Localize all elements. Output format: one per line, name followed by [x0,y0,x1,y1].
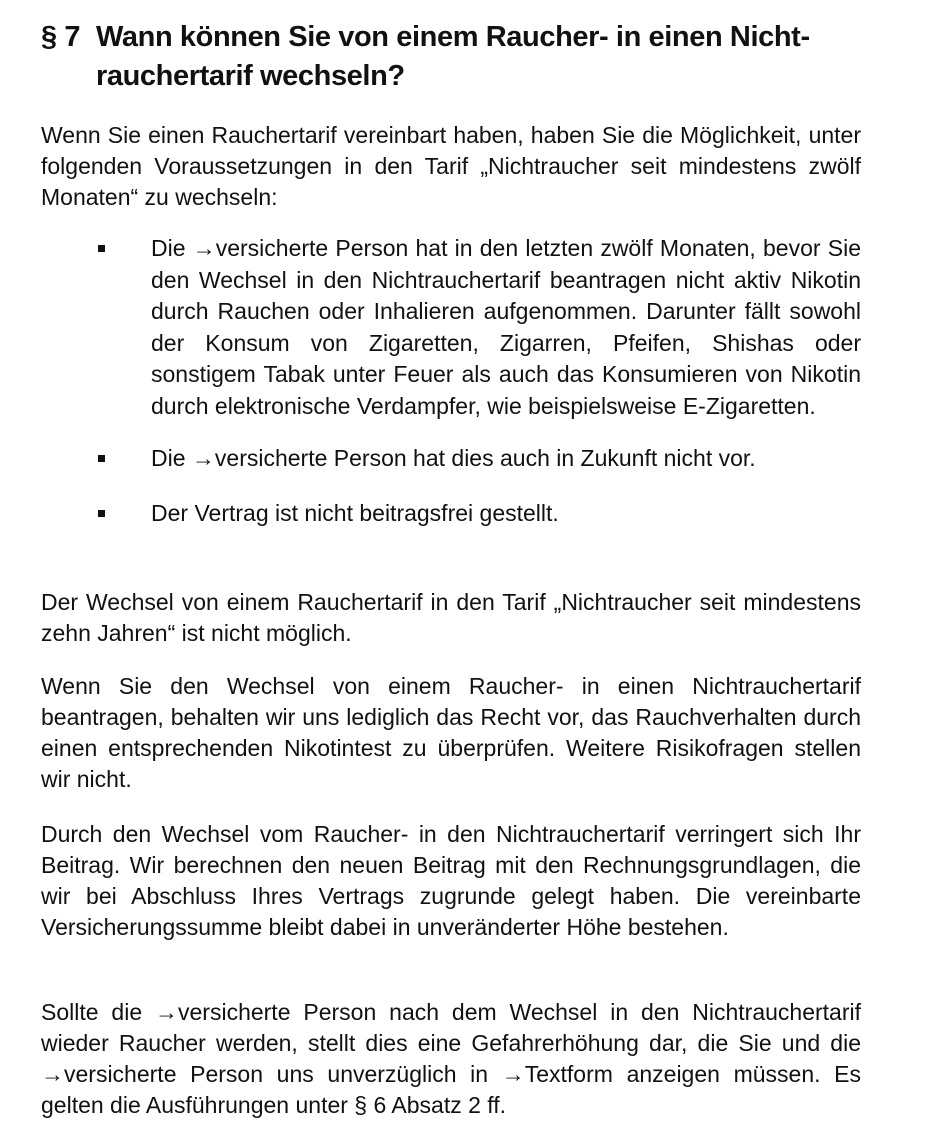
section-title: Wann können Sie von einem Raucher- in einen Nichtrauchertarif wechseln? [96,21,811,92]
list-item [41,443,861,475]
body-paragraph: Sollte die →versicherte Person nach dem Wechsel in den Nichtrauchertarif wieder Raucher werden, stellt dies eine Gefahrerhöhung dar, die Sie und die →versicherte Person uns unverzüglich in →Textform anzeigen müssen. Es gelten die Ausführungen unter § 6 Absatz 2 ff. [41,999,861,1118]
section-heading [41,18,861,96]
body-paragraph: Der Wechsel von einem Rauchertarif in den Tarif „Nichtraucher seit mindestens zehn Jahren“ ist nicht möglich. [41,589,861,646]
list-item [41,498,861,530]
bullet-square-icon [98,245,105,252]
list-item [41,233,861,422]
bullet-square-icon [98,455,105,462]
list-item-text: Der Vertrag ist nicht beitragsfrei gestellt. [151,499,559,526]
list-item-text: Die →versicherte Person hat dies auch in Zukunft nicht vor. [151,445,756,471]
conditions-list [41,233,861,529]
list-item-text: Die →versicherte Person hat in den letzten zwölf Monaten, bevor Sie den Wechsel in den Nichtrauchertarif beantragen nicht aktiv Nikotin durch Rauchen oder Inhalieren aufgenommen. Darunter fällt sowohl der Konsum von Zigaretten, Zigarren, Pfeifen, Shishas oder sonstigem Tabak unter Feuer als auch das Konsumieren von Nikotin durch elektronische Verdampfer, wie beispielsweise E-Zigaretten. [151,235,861,419]
bullet-square-icon [98,510,105,517]
intro-paragraph: Wenn Sie einen Rauchertarif vereinbart haben, haben Sie die Möglichkeit, unter folgenden Voraussetzungen in den Tarif „Nichtraucher seit mindestens zwölf Monaten“ zu wechseln: [41,122,861,210]
body-paragraph: Wenn Sie den Wechsel von einem Raucher- in einen Nichtrauchertarif beantragen, behalten wir uns lediglich das Recht vor, das Rauchverhalten durch einen entsprechenden Nikotintest zu überprüfen. Weitere Risikofragen stellen wir nicht. [41,673,861,792]
body-paragraph: Durch den Wechsel vom Raucher- in den Nichtrauchertarif verringert sich Ihr Beitrag. Wir berechnen den neuen Beitrag mit den Rechnungsgrundlagen, die wir bei Abschluss Ihres Vertrags zugrunde gelegt haben. Die vereinbarte Versicherungssumme bleibt dabei in unveränderter Höhe bestehen. [41,821,861,940]
section-number: § 7 [41,21,81,53]
